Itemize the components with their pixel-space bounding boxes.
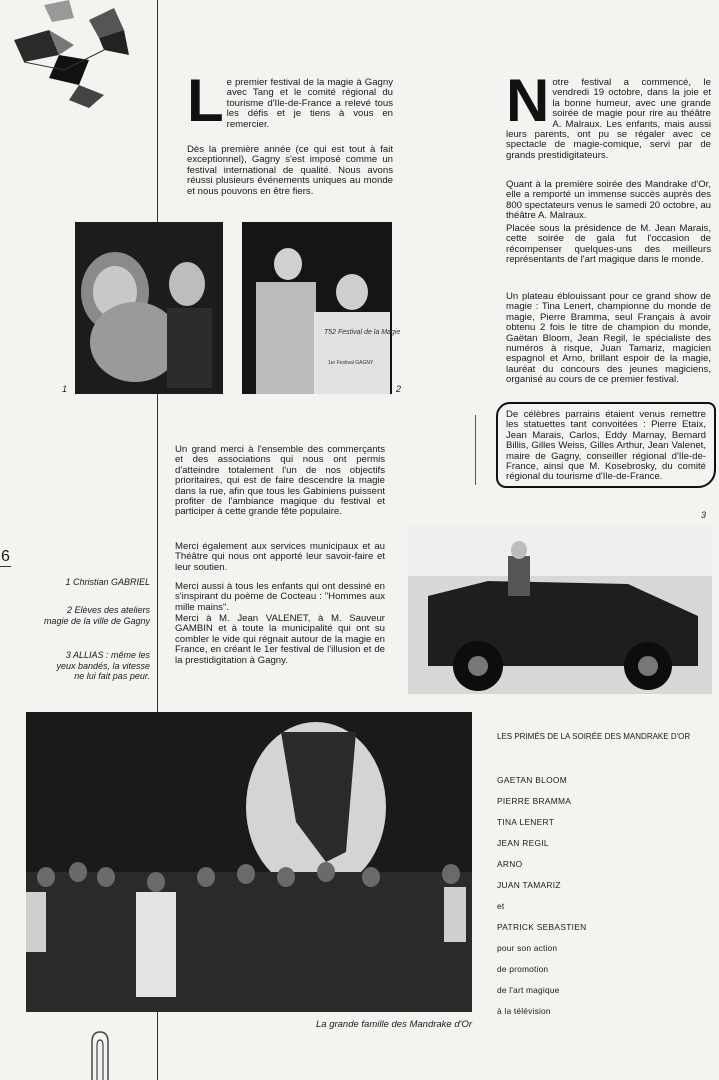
prize-tail: de l'art magique (497, 985, 560, 995)
right-text: Notre festival a commencé, le vendredi 19 octobre, dans la joie et la bonne humeur, avec une grande soirée de magie pour rire au théâtre A. Malraux. Les enfants, mais aussi leurs parents, ont pu se régaler avec ce spectacle de magie-comique, servi par de grands prestidigitateurs. (506, 67, 711, 161)
middle-paragraph-4: Merci à M. Jean VALENET, à M. Sauveur GAMBIN et à toute la municipalité qui ont su combler le vide qui régnait autour de la magie en France, en créant le 1er festival de l'illusion et de la prestidigitation à Gagny. (175, 613, 385, 666)
photo-christian-gabriel (75, 222, 223, 394)
prize-name: JEAN REGIL (497, 838, 549, 848)
prize-name: GAETAN BLOOM (497, 775, 567, 785)
dropcap-n: N (506, 67, 550, 134)
caption-1: 1 Christian GABRIEL (65, 577, 150, 587)
right-paragraph-2: Quant à la première soirée des Mandrake d'Or, elle a remporté un immense succès auprès des 800 spectateurs venus le samedi 20 octobre, au théâtre A. Malraux. (506, 179, 711, 222)
prize-tail: à la télévision (497, 1006, 551, 1016)
shirt-print: T52 Festival de la Magie (324, 329, 401, 336)
middle-paragraph-1: Un grand merci à l'ensemble des commerçants et des associations qui nous ont permis d'atteindre totalement l'un de nos objectifs prioritaires, qui est de faire descendre la magie dans la rue, afin que tous les Gabiniens puissent profiter de l'ambiance magique du festival et participer à cette grande fête populaire. (175, 444, 385, 518)
prize-tail: pour son action (497, 943, 558, 953)
caption-3: 3 ALLIAS : même les yeux bandés, la vitesse ne lui fait pas peur. (56, 650, 150, 681)
photo-allias-car (408, 526, 712, 694)
right-paragraph-4: Un plateau éblouissant pour ce grand show de magie : Tina Lenert, championne du monde de magie, Pierre Bramma, seul Français à avoir obtenu 2 fois le titre de champion du monde, Gaëtan Bloom, Jean Regil, le spécialiste des numéros à risque, Juan Tamariz, magicien espagnol et Arno, brillant espoir de la magie, lauréat du concours des jeunes magiciens, organisé au cours de ce premier festival. (506, 291, 711, 386)
prize-tail: de promotion (497, 964, 549, 974)
paper-clip (86, 1030, 116, 1080)
middle-paragraph-2: Merci également aux services municipaux et au Théâtre qui nous ont apporté leur savoir-faire et leur soutien. (175, 541, 385, 573)
prize-name: PIERRE BRAMMA (497, 796, 572, 806)
caption-2: 2 Elèves des ateliers magie de la ville de Gagny (43, 605, 150, 626)
middle-paragraph-3: Merci aussi à tous les enfants qui ont dessiné en s'inspirant du poème de Cocteau : "Hommes aux mille mains". (175, 581, 385, 613)
right-paragraph-3: Placée sous la présidence de M. Jean Marais, cette soirée de gala fut l'occasion de récompenser quelques-uns des meilleurs représentants de l'art magique dans le monde. (506, 223, 711, 266)
prize-tail: et (497, 901, 505, 911)
prize-tail: PATRICK SEBASTIEN (497, 922, 587, 932)
intro-text: Le premier festival de la magie à Gagny avec Tang et le comité régional du tourisme d'Ile-de-France a relevé tous les défis et je tiens à vous en remercier. (187, 67, 393, 134)
prizes-heading: LES PRIMÉS DE LA SOIRÉE DES MANDRAKE D'OR (497, 732, 691, 741)
photo-eleves-ateliers (242, 222, 401, 394)
column-rule-2 (475, 415, 476, 485)
photo-number-1: 1 (62, 384, 68, 394)
origami-illustration (4, 0, 134, 110)
dropcap-l: L (187, 67, 224, 134)
photo-grande-famille (26, 712, 472, 1012)
photo-number-2: 2 (396, 384, 402, 394)
prize-name: ARNO (497, 859, 523, 869)
intro-paragraph-2: Dès la première année (ce qui est tout à fait exceptionnel), Gagny s'est imposé comme un festival international de qualité. Nous avons réussi plusieurs événements uniques au monde et nous pouvons en être fiers. (187, 144, 393, 197)
photo-number-3: 3 (701, 510, 707, 520)
prize-name: TINA LENERT (497, 817, 555, 827)
shirt-print-2: 1er Festival GAGNY (328, 360, 374, 366)
prize-name: JUAN TAMARIZ (497, 880, 561, 890)
page-number: 6 (1, 548, 10, 565)
right-paragraph-5: De célèbres parrains étaient venus remettre les statuettes tant convoitées : Pierre Etaix, Jean Marais, Carlos, Eddy Marnay, Bernard Billis, Gilles Weiss, Gilles Arthur, Jean Valenet, maire de Gagny, conseiller régional d'Ile-de-France, ainsi que M. Kosebrosky, du comité régional du tourisme d'Ile-de-France. (506, 409, 706, 483)
caption-bottom: La grande famille des Mandrake d'Or (315, 1019, 472, 1030)
